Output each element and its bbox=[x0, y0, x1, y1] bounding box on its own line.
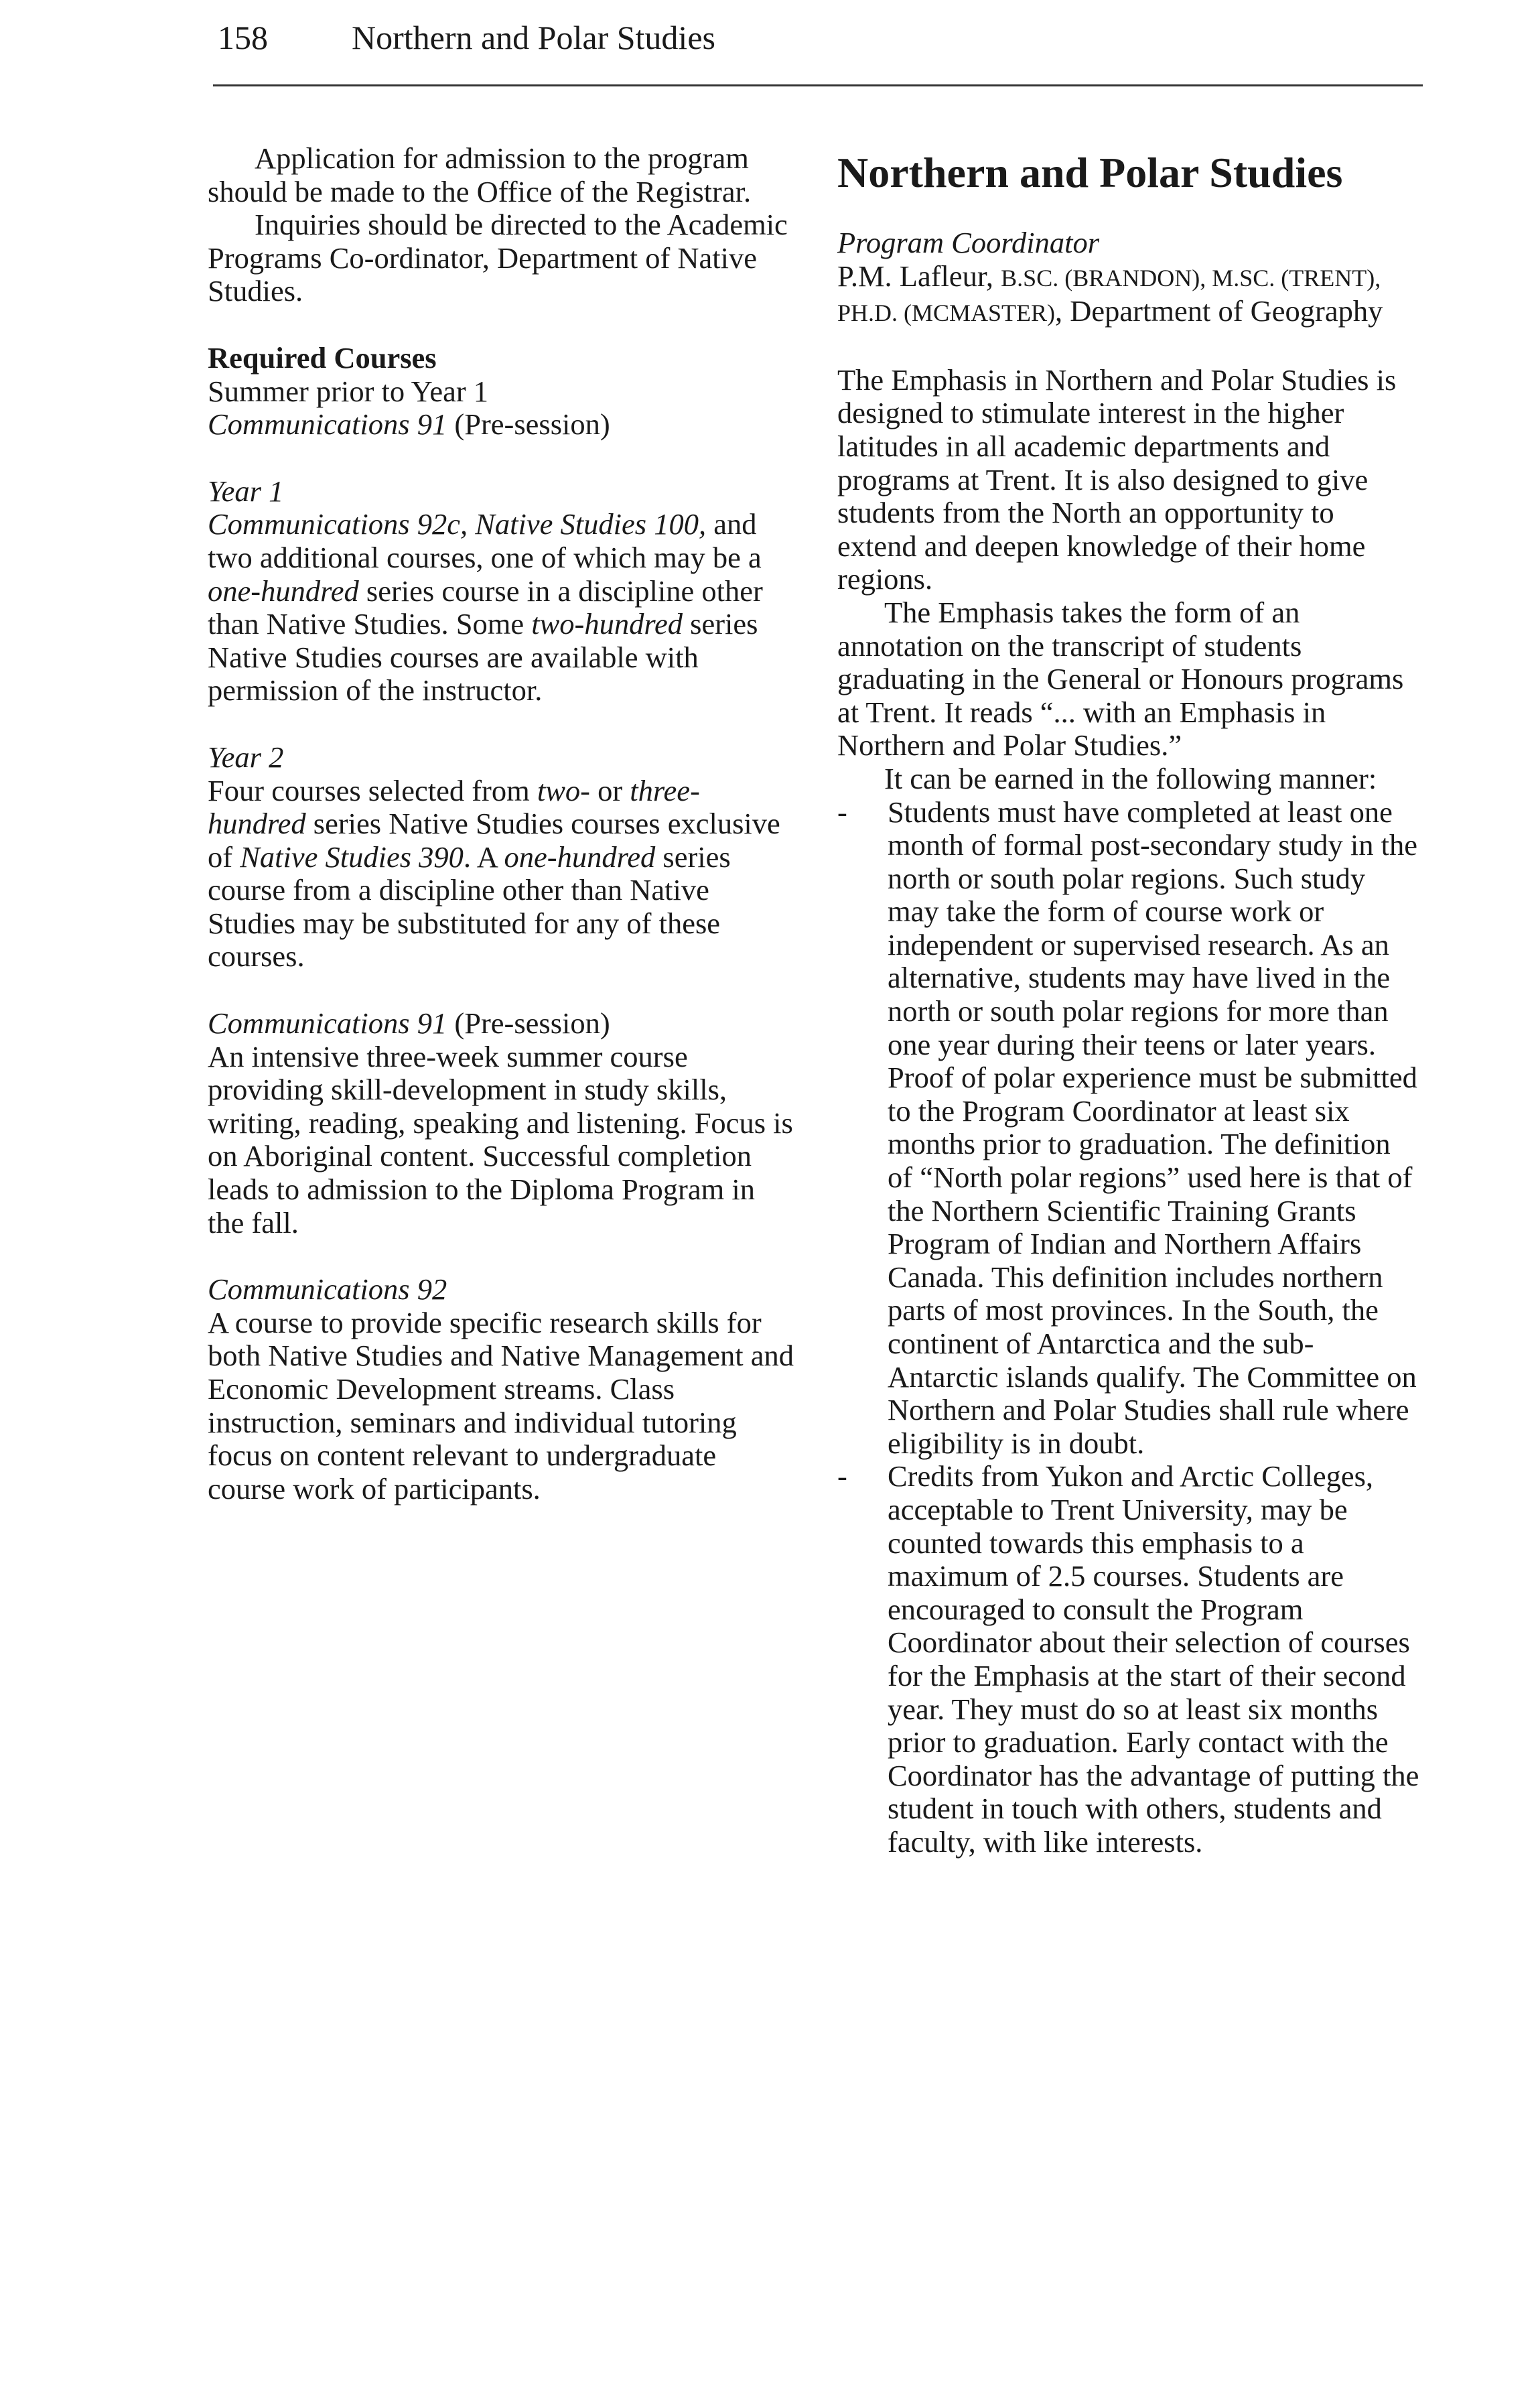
list-item bbox=[837, 1460, 1420, 1859]
bullet-text: Students must have completed at least one month of formal post-secondary study in the north or south polar regions. Such study may take the form of course work or independent or supervised research. As an alternative, students may have lived in the north or south polar regions for more than one year during their teens or later years. Proof of polar experience must be submitted to the Program Coordinator at least six months prior to graduation. The definition of “North polar regions” used here is that of the Northern Scientific Training Grants Program of Indian and Northern Affairs Canada. This definition includes northern parts of most provinces. In the South, the continent of Antarctica and the sub-Antarctic islands qualify. The Committee on Northern and Polar Studies shall rule where eligibility is in doubt. bbox=[888, 795, 1417, 1460]
year2-series-term: two- bbox=[537, 773, 590, 807]
right-column bbox=[837, 142, 1420, 1859]
comm92-description: A course to provide specific research skills for both Native Studies and Native Management and Economic Development streams. Class instruction, seminars and individual tutoring focus on content relevant to undergraduate course work of participants. bbox=[208, 1305, 794, 1506]
summer-course-title: Communications 91 bbox=[208, 407, 447, 442]
coordinator-name: P.M. Lafleur, bbox=[837, 259, 1001, 293]
bullet-text: Credits from Yukon and Arctic Colleges, acceptable to Trent University, may be counted towards this emphasis to a maximum of 2.5 courses. Students are encouraged to consult the Program Coordinator about their selection of courses for the Emphasis at the start of their second year. They must do so at least six months prior to graduation. Early contact with the Coordinator has the advantage of putting the student in touch with others, students and faculty, with like interests. bbox=[888, 1459, 1419, 1859]
year2-text: Four courses selected from bbox=[208, 773, 537, 807]
coordinator-label: Program Coordinator bbox=[837, 226, 1100, 259]
bullet-dash: - bbox=[837, 1459, 847, 1493]
year1-series-term: two-hundred bbox=[531, 607, 683, 641]
year2-heading: Year 2 bbox=[208, 740, 284, 774]
year1-text: and two additional courses, one of which may be a bbox=[208, 507, 762, 574]
comm92-title: Communications 92 bbox=[208, 1272, 447, 1307]
comm91-note: (Pre-session) bbox=[447, 1006, 610, 1041]
page-number: 158 bbox=[218, 19, 268, 56]
comm91-heading bbox=[208, 1007, 797, 1041]
year2-text: series Native Studies courses exclusive of bbox=[208, 807, 780, 874]
required-courses-heading: Required Courses bbox=[208, 340, 437, 375]
requirements-list bbox=[837, 796, 1420, 1859]
year2-paragraph bbox=[208, 775, 797, 974]
summer-line: Summer prior to Year 1 bbox=[208, 374, 489, 408]
inquiries-paragraph: Inquiries should be directed to the Academic Programs Co-ordinator, Department of Native Studies. bbox=[208, 208, 788, 308]
year2-text: series course from a discipline other than Native Studies may be substituted for any of these courses. bbox=[208, 840, 731, 974]
section-title: Northern and Polar Studies bbox=[837, 149, 1343, 196]
year2-series-term: three-hundred bbox=[208, 773, 700, 841]
year1-text: series Native Studies courses are available with permission of the instructor. bbox=[208, 607, 758, 708]
coordinator-degrees: B.SC. (BRANDON), M.SC. (TRENT), PH.D. (MCMASTER) bbox=[837, 264, 1381, 327]
annotation-paragraph: The Emphasis takes the form of an annotation on the transcript of students graduating in the General or Honours programs at Trent. It reads “... with an Emphasis in Northern and Polar Studies.” bbox=[837, 595, 1404, 762]
page-header bbox=[218, 11, 1423, 71]
left-column bbox=[208, 142, 797, 1506]
emphasis-paragraph: The Emphasis in Northern and Polar Studies is designed to stimulate interest in the higher latitudes in all academic departments and programs at Trent. It is also designed to give students from the North an opportunity to extend and deepen knowledge of their home regions. bbox=[837, 362, 1397, 596]
comm91-description: An intensive three-week summer course providing skill-development in study skills, writing, reading, speaking and listening. Focus is on Aboriginal content. Successful completion leads to admission to the Diploma Program in the fall. bbox=[208, 1039, 793, 1240]
application-paragraph: Application for admission to the program should be made to the Office of the Registrar. bbox=[208, 141, 752, 208]
year1-heading: Year 1 bbox=[208, 474, 284, 508]
bullet-dash: - bbox=[837, 795, 847, 829]
year1-series-term: one-hundred bbox=[208, 574, 359, 608]
list-item bbox=[837, 796, 1420, 1461]
running-title: Northern and Polar Studies bbox=[352, 19, 715, 56]
year2-text: . A bbox=[463, 840, 504, 874]
year1-paragraph bbox=[208, 508, 797, 708]
year2-series-term: one-hundred bbox=[504, 840, 656, 874]
summer-course-line bbox=[208, 408, 797, 442]
coordinator-department: , Department of Geography bbox=[1055, 294, 1383, 328]
earned-paragraph: It can be earned in the following manner: bbox=[884, 761, 1377, 795]
header-rule bbox=[213, 84, 1423, 86]
year1-courses: Communications 92c, Native Studies 100, bbox=[208, 507, 707, 541]
year2-course: Native Studies 390 bbox=[240, 840, 464, 874]
year1-text: series course in a discipline other than Native Studies. Some bbox=[208, 574, 763, 641]
summer-course-note: (Pre-session) bbox=[447, 407, 610, 442]
comm91-title: Communications 91 bbox=[208, 1006, 447, 1041]
year2-text: or bbox=[589, 773, 630, 807]
coordinator-info bbox=[837, 260, 1420, 330]
